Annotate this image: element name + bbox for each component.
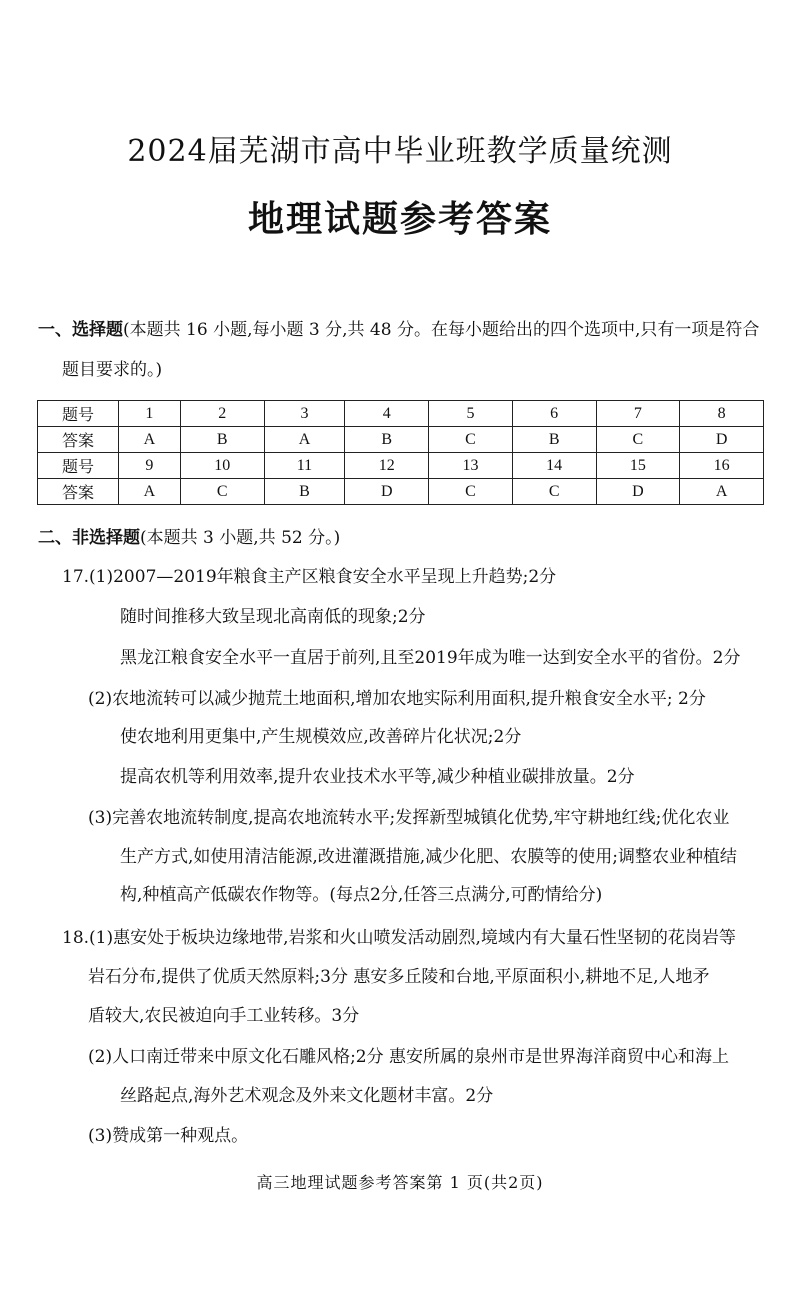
table-cell: 2 xyxy=(180,401,264,427)
section2-heading xyxy=(38,520,768,556)
table-cell: D xyxy=(680,427,764,453)
row-header: 答案 xyxy=(38,427,119,453)
section1-desc-cont: 题目要求的。) xyxy=(62,360,163,380)
table-cell: B xyxy=(264,479,345,505)
table-row xyxy=(38,479,764,505)
row-header: 答案 xyxy=(38,479,119,505)
table-cell: B xyxy=(512,427,596,453)
q18-3-line1: (3)赞成第一种观点。 xyxy=(88,1126,249,1146)
table-row xyxy=(38,453,764,479)
table-cell: 8 xyxy=(680,401,764,427)
table-cell: 1 xyxy=(119,401,181,427)
q17-1-line1: 17.(1)2007—2019年粮食主产区粮食安全水平呈现上升趋势;2分 xyxy=(62,567,557,587)
table-cell: A xyxy=(119,427,181,453)
table-cell: B xyxy=(180,427,264,453)
table-cell: C xyxy=(429,479,513,505)
table-cell: 12 xyxy=(345,453,429,479)
table-cell: 9 xyxy=(119,453,181,479)
table-cell: B xyxy=(345,427,429,453)
table-cell: D xyxy=(345,479,429,505)
section1-label: 一、选择题 xyxy=(38,320,123,340)
table-cell: C xyxy=(512,479,596,505)
row-header: 题号 xyxy=(38,453,119,479)
answer-table xyxy=(37,400,764,505)
section2-desc: (本题共 3 小题,共 52 分。) xyxy=(140,528,341,548)
table-cell: 7 xyxy=(596,401,680,427)
table-cell: 13 xyxy=(429,453,513,479)
q17-2-line3: 提高农机等利用效率,提升农业技术水平等,减少种植业碳排放量。2分 xyxy=(120,767,635,787)
q17-3-line1: (3)完善农地流转制度,提高农地流转水平;发挥新型城镇化优势,牢守耕地红线;优化农业 xyxy=(88,808,730,828)
table-cell: A xyxy=(264,427,345,453)
table-cell: 4 xyxy=(345,401,429,427)
table-cell: C xyxy=(429,427,513,453)
q18-2-line2: 丝路起点,海外艺术观念及外来文化题材丰富。2分 xyxy=(120,1086,494,1106)
table-cell: C xyxy=(180,479,264,505)
q17-1-line3: 黑龙江粮食安全水平一直居于前列,且至2019年成为唯一达到安全水平的省份。2分 xyxy=(120,648,741,668)
q18-2-line1: (2)人口南迁带来中原文化石雕风格;2分 惠安所属的泉州市是世界海洋商贸中心和海上 xyxy=(88,1047,730,1067)
q18-1-line2: 岩石分布,提供了优质天然原料;3分 惠安多丘陵和台地,平原面积小,耕地不足,人地矛 xyxy=(88,967,710,987)
q17-2-line2: 使农地利用更集中,产生规模效应,改善碎片化状况;2分 xyxy=(120,727,522,747)
table-cell: 10 xyxy=(180,453,264,479)
table-cell: 6 xyxy=(512,401,596,427)
q17-2-line1: (2)农地流转可以减少抛荒土地面积,增加农地实际利用面积,提升粮食安全水平; 2分 xyxy=(88,689,706,709)
row-header: 题号 xyxy=(38,401,119,427)
table-cell: C xyxy=(596,427,680,453)
table-cell: D xyxy=(596,479,680,505)
exam-title: 2024届芜湖市高中毕业班教学质量统测 xyxy=(127,134,673,169)
section2-label: 二、非选择题 xyxy=(38,528,140,548)
q18-1-line3: 盾较大,农民被迫向手工业转移。3分 xyxy=(88,1006,360,1026)
q18-1-line1: 18.(1)惠安处于板块边缘地带,岩浆和火山喷发活动剧烈,境域内有大量石性坚韧的花岗岩等 xyxy=(62,928,736,948)
table-cell: 11 xyxy=(264,453,345,479)
table-cell: A xyxy=(680,479,764,505)
table-cell: 15 xyxy=(596,453,680,479)
page-title: 地理试题参考答案 xyxy=(247,199,552,240)
section1-heading xyxy=(38,312,768,348)
table-row xyxy=(38,401,764,427)
table-cell: 16 xyxy=(680,453,764,479)
q17-3-line3: 构,种植高产低碳农作物等。(每点2分,任答三点满分,可酌情给分) xyxy=(120,885,603,905)
q17-3-line2: 生产方式,如使用清洁能源,改进灌溉措施,减少化肥、农膜等的使用;调整农业种植结 xyxy=(120,847,737,867)
table-cell: A xyxy=(119,479,181,505)
table-row xyxy=(38,427,764,453)
table-cell: 3 xyxy=(264,401,345,427)
q17-1-line2: 随时间推移大致呈现北高南低的现象;2分 xyxy=(120,607,426,627)
table-cell: 14 xyxy=(512,453,596,479)
page-footer: 高三地理试题参考答案第 1 页(共2页) xyxy=(256,1173,544,1192)
section1-desc: (本题共 16 小题,每小题 3 分,共 48 分。在每小题给出的四个选项中,只有一项是符合 xyxy=(123,320,760,340)
table-cell: 5 xyxy=(429,401,513,427)
